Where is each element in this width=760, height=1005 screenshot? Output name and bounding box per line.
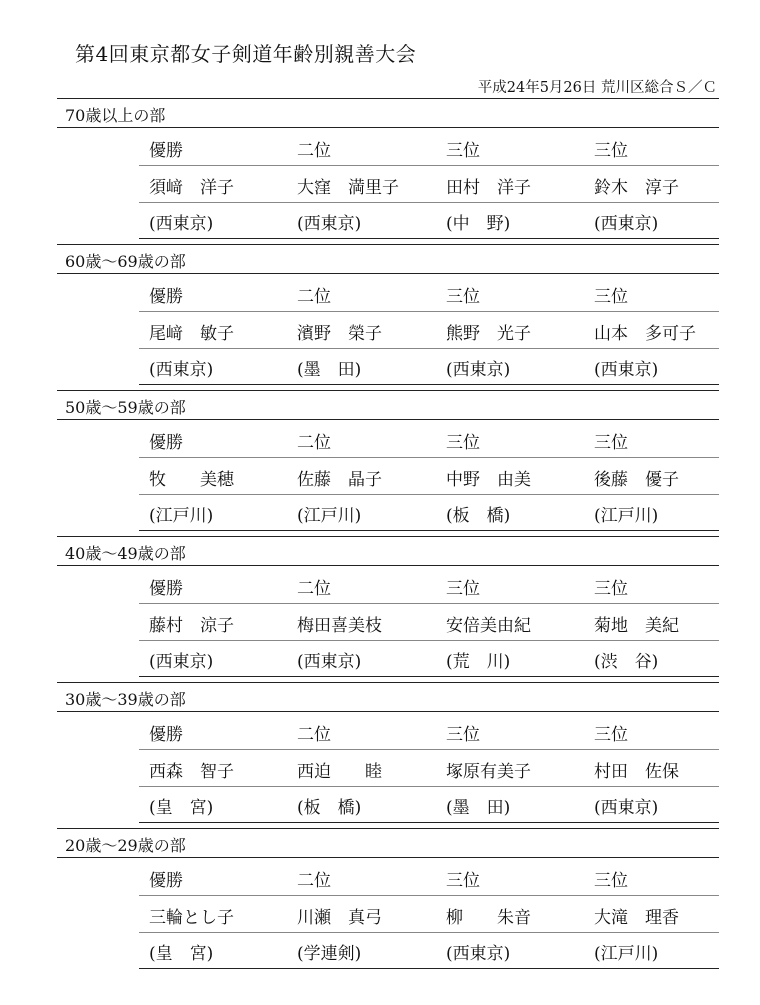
rank-row xyxy=(139,713,719,750)
competitor-region: (西東京) xyxy=(594,214,659,234)
name-row xyxy=(139,166,719,203)
competitor-name: 熊野 光子 xyxy=(446,323,531,344)
rank-label: 優勝 xyxy=(149,579,183,599)
competitor-name: 大滝 理香 xyxy=(594,907,679,928)
document-title: 第4回東京都女子剣道年齢別親善大会 xyxy=(75,42,417,66)
competitor-name: 柳 朱音 xyxy=(446,907,531,928)
competitor-name: 梅田喜美枝 xyxy=(297,615,382,636)
competitor-name: 中野 由美 xyxy=(446,469,531,490)
rank-row xyxy=(139,421,719,458)
competitor-region: (西東京) xyxy=(297,652,362,672)
rank-label: 優勝 xyxy=(149,287,183,307)
age-division-section xyxy=(57,98,719,246)
results-grid xyxy=(57,420,719,538)
division-label: 60歳～69歳の部 xyxy=(65,252,186,271)
region-row xyxy=(139,202,719,239)
competitor-region: (板 橋) xyxy=(297,798,362,818)
rank-label: 三位 xyxy=(594,141,628,161)
division-label: 50歳～59歳の部 xyxy=(65,398,186,417)
competitor-region: (西東京) xyxy=(446,360,511,380)
rank-label: 二位 xyxy=(297,287,331,307)
competitor-region: (中 野) xyxy=(446,214,511,234)
region-row xyxy=(139,348,719,385)
name-row xyxy=(139,458,719,495)
competitor-region: (皇 宮) xyxy=(149,944,214,964)
rank-label: 三位 xyxy=(446,725,480,745)
rank-label: 優勝 xyxy=(149,871,183,891)
name-row xyxy=(139,750,719,787)
rank-label: 三位 xyxy=(594,725,628,745)
division-label: 40歳～49歳の部 xyxy=(65,544,186,563)
division-header xyxy=(57,828,719,858)
division-header xyxy=(57,682,719,712)
division-header xyxy=(57,390,719,420)
competitor-region: (墨 田) xyxy=(297,360,362,380)
competitor-region: (江戸川) xyxy=(594,506,659,526)
competitor-region: (渋 谷) xyxy=(594,652,659,672)
division-label: 30歳～39歳の部 xyxy=(65,690,186,709)
competitor-name: 塚原有美子 xyxy=(446,761,531,782)
name-row xyxy=(139,896,719,933)
competitor-region: (江戸川) xyxy=(149,506,214,526)
competitor-name: 牧 美穂 xyxy=(149,469,234,490)
rank-label: 優勝 xyxy=(149,433,183,453)
competitor-name: 村田 佐保 xyxy=(594,761,679,782)
rank-label: 三位 xyxy=(446,433,480,453)
competitor-region: (西東京) xyxy=(149,214,214,234)
age-division-section xyxy=(57,536,719,684)
division-header xyxy=(57,244,719,274)
competitor-region: (西東京) xyxy=(149,360,214,380)
rank-label: 優勝 xyxy=(149,725,183,745)
results-grid xyxy=(57,712,719,830)
competitor-region: (皇 宮) xyxy=(149,798,214,818)
rank-label: 優勝 xyxy=(149,141,183,161)
rank-row xyxy=(139,859,719,896)
rank-row xyxy=(139,275,719,312)
competitor-name: 川瀬 真弓 xyxy=(297,907,382,928)
competitor-name: 佐藤 晶子 xyxy=(297,469,382,490)
competitor-region: (西東京) xyxy=(446,944,511,964)
results-grid xyxy=(57,274,719,392)
age-division-section xyxy=(57,390,719,538)
age-division-section xyxy=(57,682,719,830)
age-division-section xyxy=(57,244,719,392)
rank-label: 二位 xyxy=(297,871,331,891)
results-grid xyxy=(57,566,719,684)
competitor-region: (西東京) xyxy=(594,798,659,818)
competitor-name: 三輪とし子 xyxy=(149,907,234,928)
rank-label: 三位 xyxy=(594,871,628,891)
competitor-name: 山本 多可子 xyxy=(594,323,696,344)
competitor-region: (江戸川) xyxy=(297,506,362,526)
competitor-name: 後藤 優子 xyxy=(594,469,679,490)
competitor-name: 西森 智子 xyxy=(149,761,234,782)
region-row xyxy=(139,494,719,531)
competitor-name: 藤村 涼子 xyxy=(149,615,234,636)
name-row xyxy=(139,604,719,641)
competitor-region: (学連剣) xyxy=(297,944,362,964)
rank-label: 三位 xyxy=(446,287,480,307)
age-division-section xyxy=(57,828,719,976)
region-row xyxy=(139,932,719,969)
rank-label: 三位 xyxy=(594,579,628,599)
competitor-name: 尾﨑 敏子 xyxy=(149,323,234,344)
competitor-name: 須﨑 洋子 xyxy=(149,177,234,198)
region-row xyxy=(139,786,719,823)
division-header xyxy=(57,98,719,128)
region-row xyxy=(139,640,719,677)
division-label: 20歳～29歳の部 xyxy=(65,836,186,855)
competitor-region: (荒 川) xyxy=(446,652,511,672)
rank-label: 三位 xyxy=(446,141,480,161)
rank-label: 二位 xyxy=(297,725,331,745)
results-grid xyxy=(57,858,719,976)
division-label: 70歳以上の部 xyxy=(65,106,166,125)
rank-label: 二位 xyxy=(297,579,331,599)
competitor-region: (江戸川) xyxy=(594,944,659,964)
rank-label: 三位 xyxy=(594,287,628,307)
rank-row xyxy=(139,567,719,604)
competitor-region: (西東京) xyxy=(297,214,362,234)
rank-label: 三位 xyxy=(446,579,480,599)
results-grid xyxy=(57,128,719,246)
competitor-region: (西東京) xyxy=(594,360,659,380)
rank-label: 三位 xyxy=(594,433,628,453)
competitor-region: (板 橋) xyxy=(446,506,511,526)
rank-row xyxy=(139,129,719,166)
competitor-region: (墨 田) xyxy=(446,798,511,818)
rank-label: 二位 xyxy=(297,141,331,161)
competitor-name: 鈴木 淳子 xyxy=(594,177,679,198)
competitor-name: 西迫 睦 xyxy=(297,761,382,782)
division-header xyxy=(57,536,719,566)
name-row xyxy=(139,312,719,349)
competitor-region: (西東京) xyxy=(149,652,214,672)
event-date-venue: 平成24年5月26日 荒川区総合Ｓ／Ｃ xyxy=(477,80,717,96)
rank-label: 三位 xyxy=(446,871,480,891)
competitor-name: 田村 洋子 xyxy=(446,177,531,198)
competitor-name: 安倍美由紀 xyxy=(446,615,531,636)
competitor-name: 濱野 榮子 xyxy=(297,323,382,344)
rank-label: 二位 xyxy=(297,433,331,453)
competitor-name: 菊地 美紀 xyxy=(594,615,679,636)
competitor-name: 大窪 満里子 xyxy=(297,177,399,198)
